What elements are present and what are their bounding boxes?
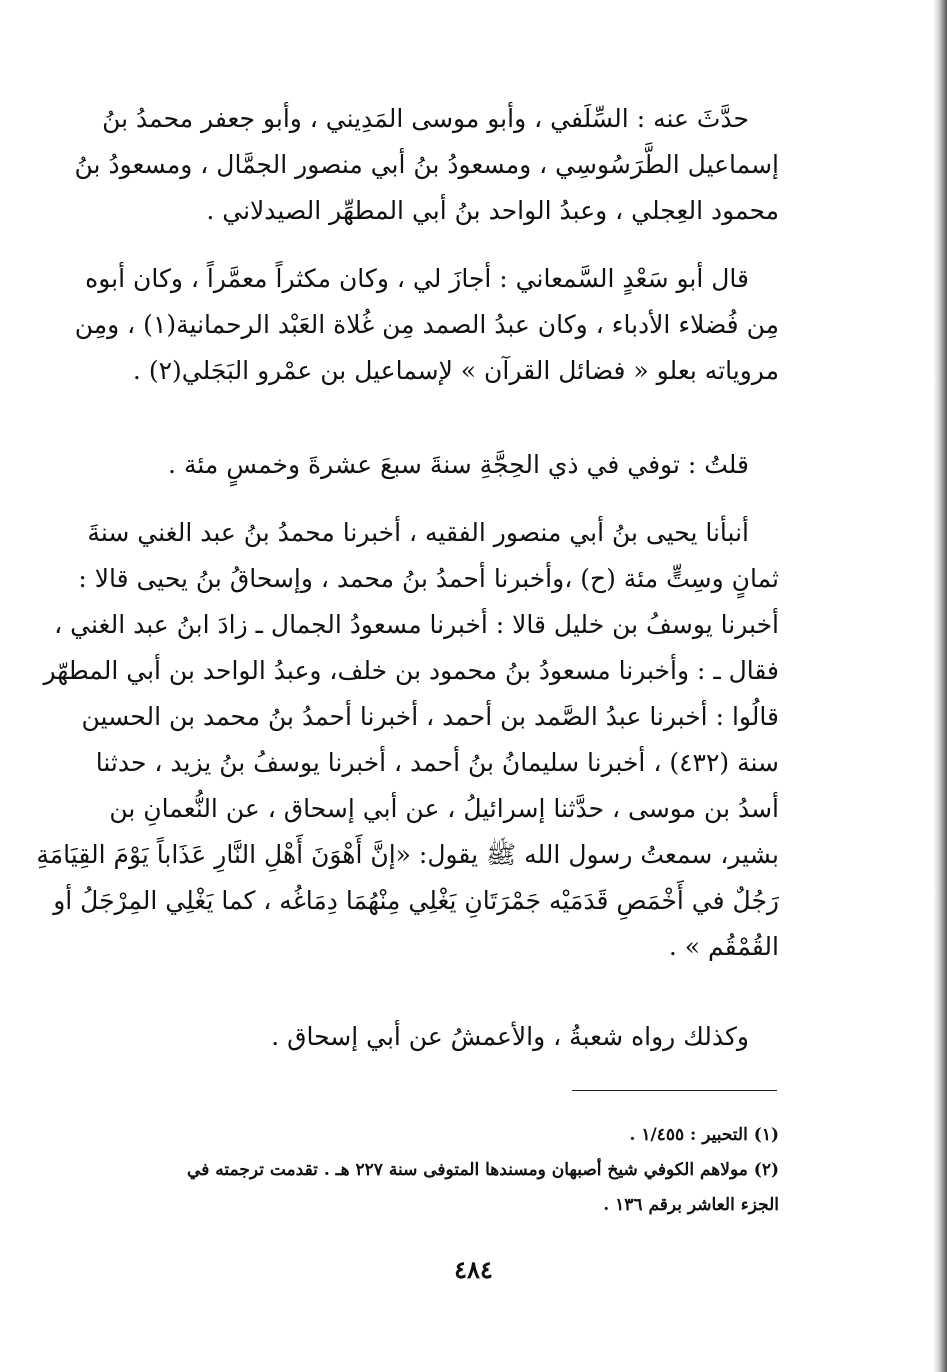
paragraph-samani-quote	[74, 256, 779, 394]
text-line: مروياته بعلو « فضائل القرآن » لإسماعيل بن عمْرو البَجَلي(٢) .	[132, 356, 779, 385]
text-line: أسدُ بن موسى ، حدَّثنا إسرائيلُ ، عن أبي إسحاق ، عن النُّعمانِ بن	[109, 794, 779, 823]
footnote-2: (٢) مولاهم الكوفي شيخ أصبهان ومسندها المتوفى سنة ٢٢٧ هـ . تقدمت ترجمته في	[187, 1160, 779, 1180]
text-line: بشير، سمعتُ رسول الله ﷺ يقول: «إنَّ أَهْوَنَ أَهْلِ النَّارِ عَذَاباً يَوْمَ القِيَامَةِ	[36, 840, 779, 869]
text-line: رَجُلٌ في أَخْمَصِ قَدَمَيْه جَمْرَتَانِ يَغْلِي مِنْهُمَا دِمَاغُه ، كما يَغْلِي المِرْجَلُ أو	[53, 886, 779, 915]
paragraph-narrators	[74, 96, 779, 234]
text-line: قالُوا : أخبرنا عبدُ الصَّمد بن أحمد ، أخبرنا أحمدُ بنُ محمد بن الحسين	[81, 702, 779, 731]
text-line: القُمْقُم » .	[668, 932, 779, 961]
text-line: محمود العِجلي ، وعبدُ الواحد بنُ أبي المطهِّر الصيدلاني .	[206, 196, 779, 225]
page-edge-shadow	[933, 0, 947, 1372]
text-line: قلتُ : توفي في ذي الحِجَّةِ سنةَ سبعَ عشرةَ وخمسٍ مئة .	[168, 450, 749, 479]
text-line: قال أبو سَعْدٍ السَّمعاني : أجازَ لي ، وكان مكثراً معمَّراً ، وكان أبوه	[85, 264, 749, 293]
text-line: أنبأنا يحيى بنُ أبي منصور الفقيه ، أخبرنا محمدُ بنُ عبد الغني سنةَ	[87, 518, 749, 547]
paragraph-death-date	[111, 442, 779, 488]
footnote-1: (١) التحبير : ١/٤٥٥ .	[629, 1125, 779, 1145]
footnote-divider	[572, 1090, 777, 1091]
text-line: مِن فُضلاء الأدباء ، وكان عبدُ الصمد مِن غُلاة العَبْد الرحمانية(١) ، ومِن	[74, 310, 779, 339]
page-number: ٤٨٤	[454, 1255, 493, 1284]
text-line: فقال ـ : وأخبرنا مسعودُ بنُ محمود بن خلف، وعبدُ الواحد بن أبي المطهّر	[43, 656, 779, 685]
text-line: ثمانٍ وسِتٍّ مئة (ح) ،وأخبرنا أحمدُ بنُ محمد ، وإسحاقُ بنُ يحيى قالا :	[78, 564, 779, 593]
paragraph-other-narrations	[111, 1014, 779, 1060]
footnotes	[111, 1118, 779, 1223]
text-line: إسماعيل الطَّرَسُوسِي ، ومسعودُ بنُ أبي منصور الجمَّال ، ومسعودُ بنُ	[74, 150, 779, 179]
text-line: سنة (٤٣٢) ، أخبرنا سليمانُ بنُ أحمد ، أخبرنا يوسفُ بنُ يزيد ، حدثنا	[95, 748, 779, 777]
paragraph-hadith-chain	[36, 510, 779, 970]
text-line: وكذلك رواه شعبةُ ، والأعمشُ عن أبي إسحاق .	[271, 1022, 749, 1051]
footnote-2-continued: الجزء العاشر برقم ١٣٦ .	[603, 1195, 779, 1215]
text-line: أخبرنا يوسفُ بن خليل قالا : أخبرنا مسعودُ الجمال ـ زادَ ابنُ عبد الغني ،	[54, 610, 779, 639]
text-line: حدَّثَ عنه : السِّلَفي ، وأبو موسى المَدِيني ، وأبو جعفر محمدُ بنُ	[102, 104, 749, 133]
